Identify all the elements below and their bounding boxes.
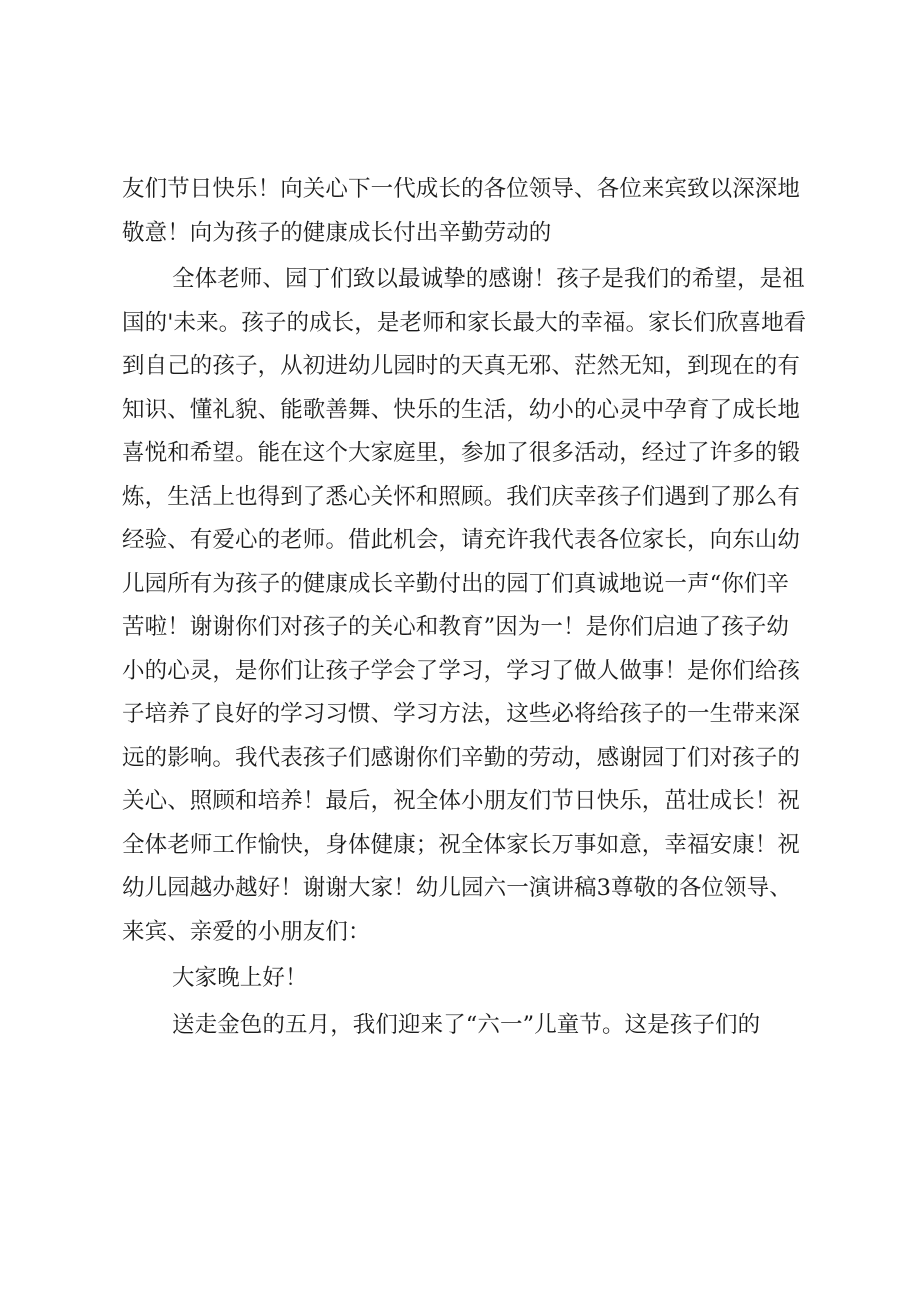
paragraph-start-line: 送走金色的五月，我们迎来了“六一”儿童节。这是孩子们的 (172, 1011, 761, 1038)
text-line: 全体老师工作愉快，身体健康；祝全体家长万事如意，幸福安康！祝 (122, 831, 801, 858)
document-body (122, 168, 822, 1047)
greeting-line: 大家晚上好！ (172, 965, 308, 991)
text-line: 关心、照顾和培养！最后，祝全体小朋友们节日快乐，茁壮成长！祝 (122, 788, 801, 814)
text-line: 苦啦！谢谢你们对孩子的关心和教育”因为一！是你们启迪了孩子幼 (122, 614, 790, 640)
text-line: 儿园所有为孩子的健康成长辛勤付出的园丁们真诚地说一声“你们辛 (122, 570, 790, 597)
text-line: 敬意！向为孩子的健康成长付出辛勤劳动的 (122, 219, 552, 246)
text-line: 到自己的孩子，从初进幼儿园时的天真无邪、茫然无知，到现在的有 (122, 353, 801, 379)
text-line: 知识、懂礼貌、能歌善舞、快乐的生活，幼小的心灵中孕育了成长地 (122, 396, 801, 423)
text-line: 友们节日快乐！向关心下一代成长的各位领导、各位来宾致以深深地 (122, 176, 801, 202)
text-line: 远的影响。我代表孩子们感谢你们辛勤的劳动，感谢园丁们对孩子的 (122, 744, 801, 771)
text-line: 小的心灵，是你们让孩子学会了学习，学习了做人做事！是你们给孩 (122, 657, 801, 684)
text-line: 喜悦和希望。能在这个大家庭里，参加了很多活动，经过了许多的锻 (122, 440, 801, 466)
text-line: 来宾、亲爱的小朋友们： (122, 918, 371, 945)
text-line: 幼儿园越办越好！谢谢大家！幼儿园六一演讲稿3尊敬的各位领导、 (122, 875, 792, 901)
text-line: 子培养了良好的学习习惯、学习方法，这些必将给孩子的一生带来深 (122, 701, 801, 727)
paragraph-start-line: 全体老师、园丁们致以最诚挚的感谢！孩子是我们的希望，是祖 (172, 266, 805, 292)
text-line: 经验、有爱心的老师。借此机会，请充许我代表各位家长，向东山幼 (122, 527, 801, 553)
text-line: 炼，生活上也得到了悉心关怀和照顾。我们庆幸孩子们遇到了那么有 (122, 483, 801, 510)
text-line: 国的'未来。孩子的成长，是老师和家长最大的幸福。家长们欣喜地看 (122, 309, 807, 336)
